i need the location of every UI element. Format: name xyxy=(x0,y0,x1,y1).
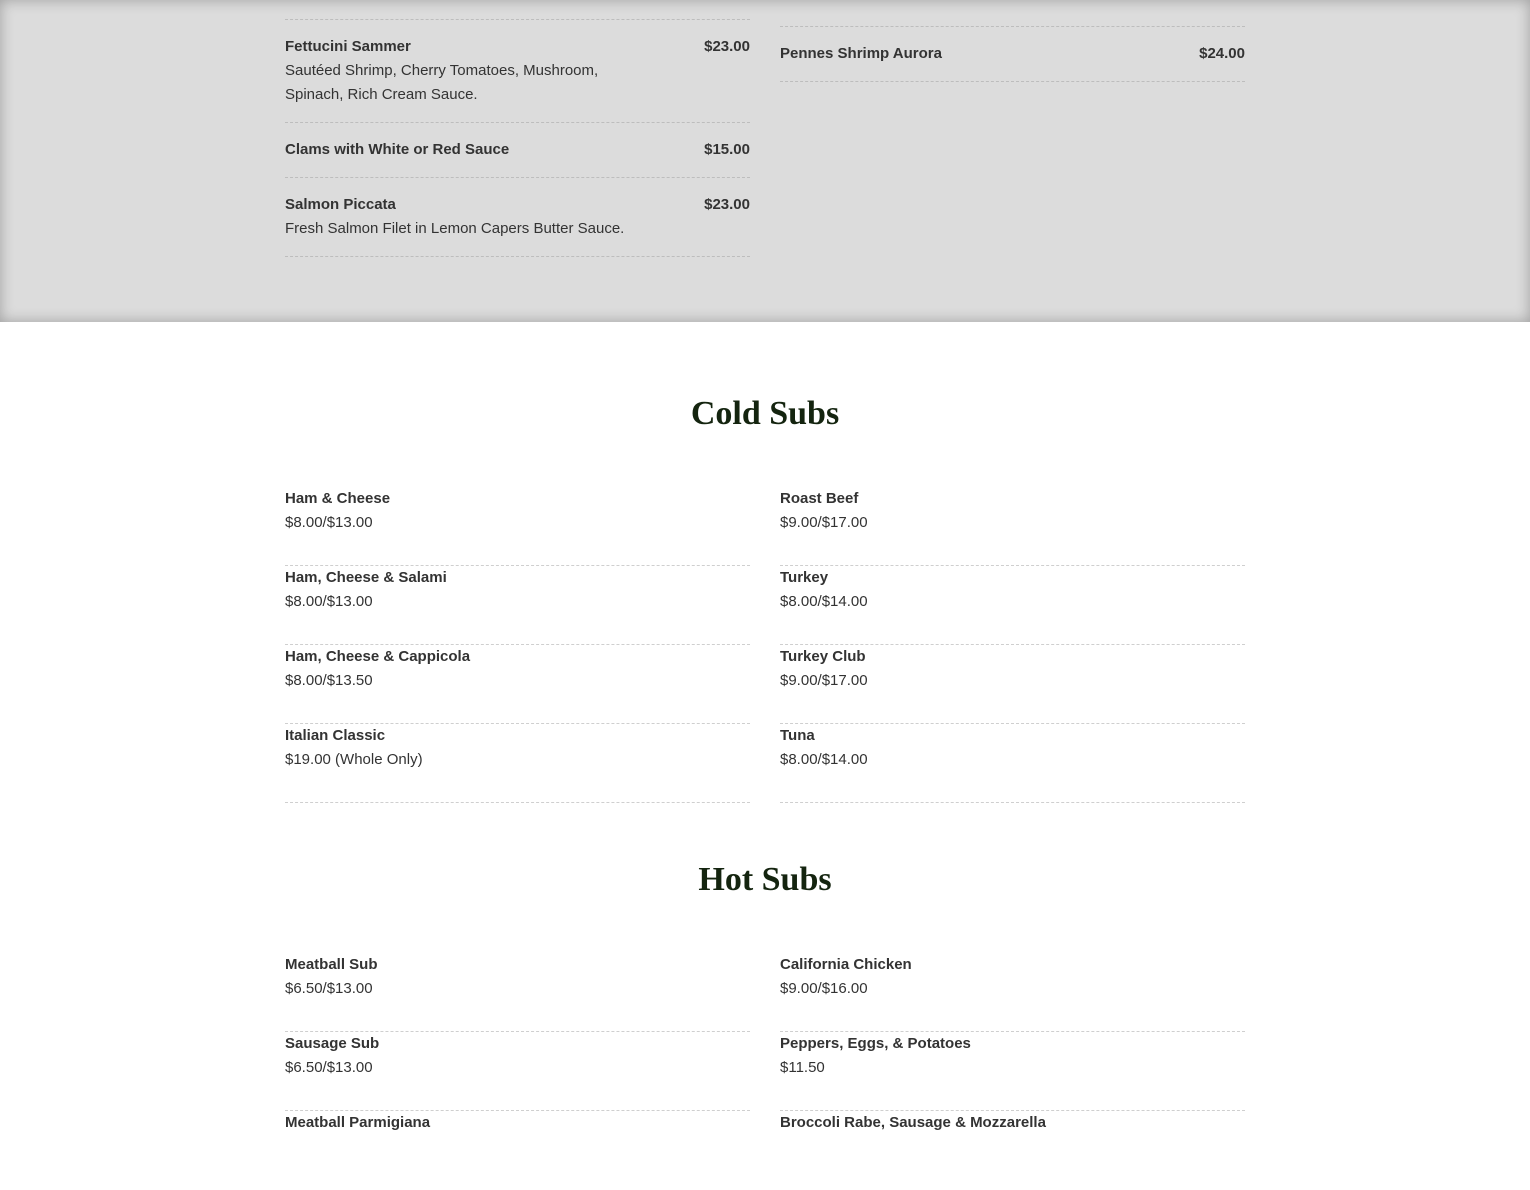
item-name: Fettucini Sammer xyxy=(285,38,411,55)
divider xyxy=(285,122,750,123)
item-price: $19.00 (Whole Only) xyxy=(285,751,423,768)
list-item xyxy=(780,1111,1245,1190)
item-price: $6.50/$13.00 xyxy=(285,980,373,997)
divider xyxy=(780,81,1245,82)
item-description: Sautéed Shrimp, Cherry Tomatoes, Mushroom, Spinach, Rich Cream Sauce. xyxy=(285,62,599,103)
item-description: Fresh Salmon Filet in Lemon Capers Butter Sauce. xyxy=(285,220,625,237)
cold-subs-right-column xyxy=(780,487,1245,803)
section-title-hot-subs: Hot Subs xyxy=(698,861,832,898)
list-item xyxy=(780,724,1245,803)
list-item xyxy=(780,645,1245,724)
item-name: Pennes Shrimp Aurora xyxy=(780,45,942,62)
cold-subs-grid xyxy=(285,487,1245,803)
item-price: $6.50/$13.00 xyxy=(285,1059,373,1076)
list-item xyxy=(780,953,1245,1032)
item-name: Roast Beef xyxy=(780,490,859,507)
cold-subs-left-column xyxy=(285,487,750,803)
item-name: Clams with White or Red Sauce xyxy=(285,141,510,158)
list-item xyxy=(780,1032,1245,1111)
divider xyxy=(780,26,1245,27)
item-price: $15.00 xyxy=(704,141,750,158)
section-title-cold-subs: Cold Subs xyxy=(690,395,840,432)
menu-item xyxy=(285,36,750,107)
item-price: $9.00/$17.00 xyxy=(780,514,868,531)
item-name: California Chicken xyxy=(780,956,912,973)
item-price: $8.00/$13.50 xyxy=(285,672,373,689)
divider xyxy=(285,177,750,178)
list-item xyxy=(780,566,1245,645)
hot-subs-left-column xyxy=(285,953,750,1190)
menu-item xyxy=(285,194,750,241)
list-item xyxy=(285,566,750,645)
hot-subs-right-column xyxy=(780,953,1245,1190)
list-item xyxy=(285,1111,750,1190)
item-price: $11.50 xyxy=(780,1059,825,1076)
list-item xyxy=(780,487,1245,566)
pasta-section xyxy=(0,0,1530,322)
divider xyxy=(285,256,750,257)
item-price: $9.00/$16.00 xyxy=(780,980,868,997)
item-name: Meatball Sub xyxy=(285,956,378,973)
list-item xyxy=(285,953,750,1032)
item-name: Peppers, Eggs, & Potatoes xyxy=(780,1035,971,1052)
list-item xyxy=(285,487,750,566)
item-name: Turkey Club xyxy=(780,648,866,665)
list-item xyxy=(285,1032,750,1111)
item-name: Ham & Cheese xyxy=(285,490,391,507)
hot-subs-grid xyxy=(285,953,1245,1190)
item-price: $8.00/$13.00 xyxy=(285,593,373,610)
menu-item xyxy=(285,139,750,161)
item-name: Turkey xyxy=(780,569,829,586)
divider xyxy=(285,19,750,20)
item-name: Tuna xyxy=(780,727,815,744)
item-name: Meatball Parmigiana xyxy=(285,1114,431,1131)
item-price: $8.00/$14.00 xyxy=(780,751,868,768)
item-price: $23.00 xyxy=(704,38,750,55)
item-name: Broccoli Rabe, Sausage & Mozzarella xyxy=(780,1114,1046,1131)
item-name: Ham, Cheese & Cappicola xyxy=(285,648,471,665)
item-name: Italian Classic xyxy=(285,727,386,744)
item-name: Salmon Piccata xyxy=(285,196,396,213)
list-item xyxy=(285,724,750,803)
list-item xyxy=(285,645,750,724)
item-price: $8.00/$14.00 xyxy=(780,593,868,610)
item-name: Sausage Sub xyxy=(285,1035,380,1052)
item-price: $24.00 xyxy=(1199,45,1245,62)
menu-item xyxy=(780,43,1245,65)
item-price: $9.00/$17.00 xyxy=(780,672,868,689)
item-price: $8.00/$13.00 xyxy=(285,514,373,531)
item-name: Ham, Cheese & Salami xyxy=(285,569,447,586)
item-price: $23.00 xyxy=(704,196,750,213)
